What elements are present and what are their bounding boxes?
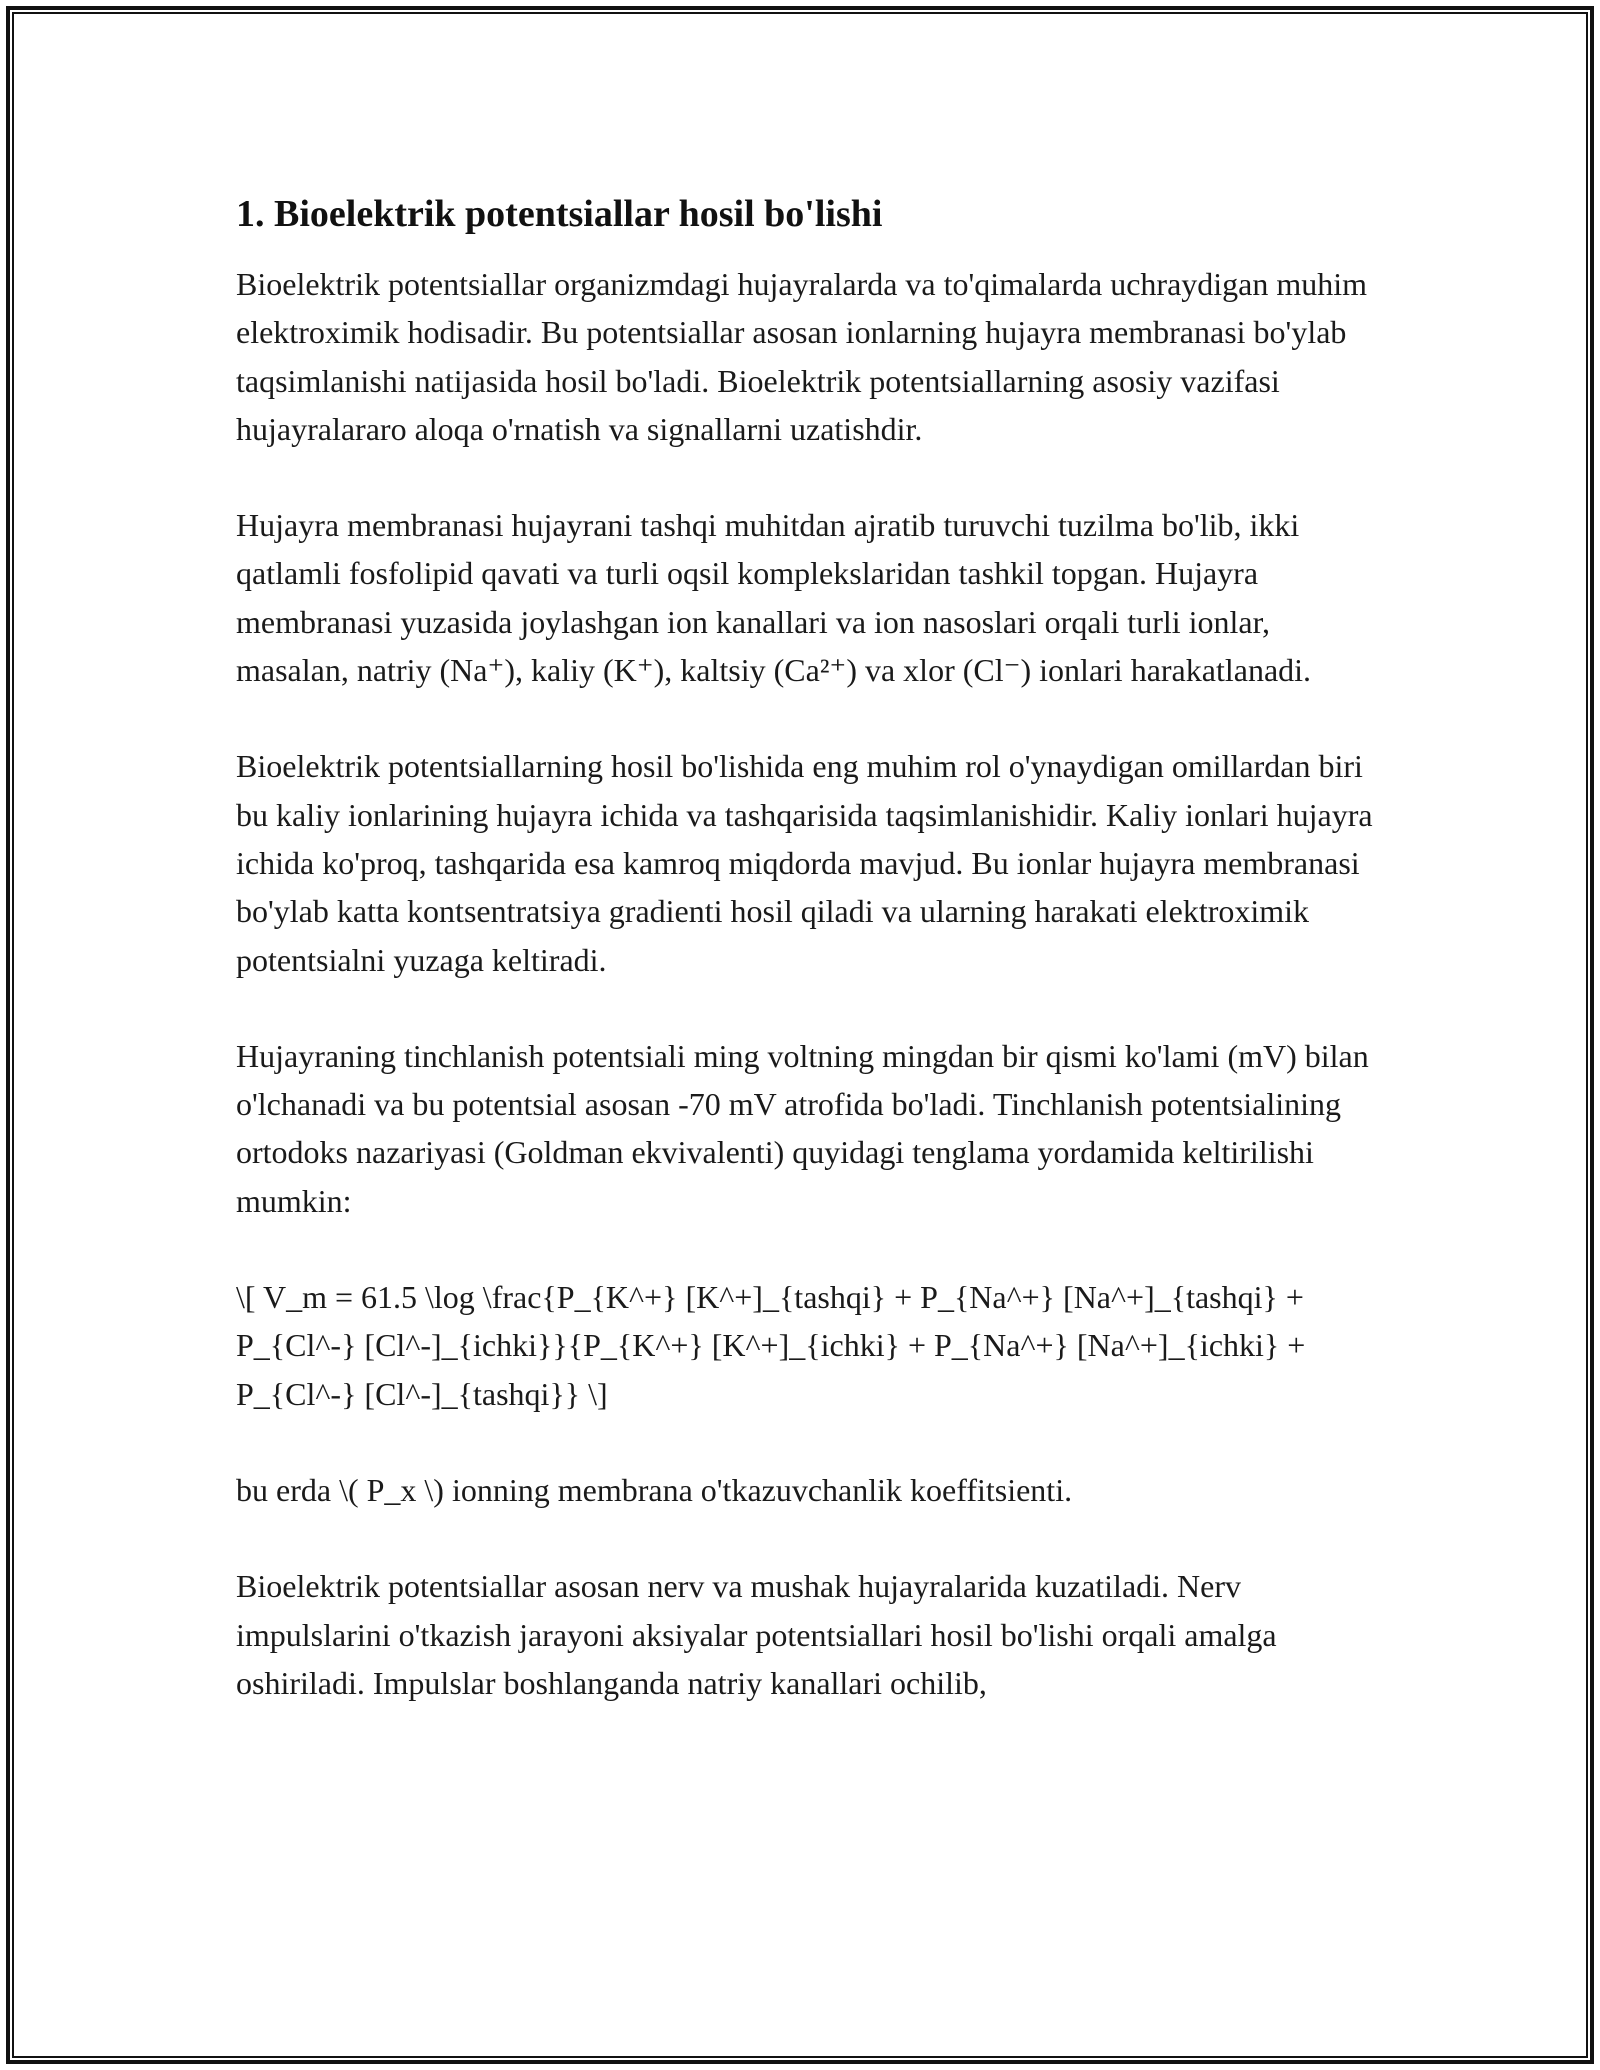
goldman-equation: \[ V_m = 61.5 \log \frac{P_{K^+} [K^+]_{tashqi} + P_{Na^+} [Na^+]_{tashqi} + P_{Cl^-} [Cl^-]_{ichki}}{P_{K^+} [K^+]_{ichki} + P_{Na^+} [Na^+]_{ichki} + P_{Cl^-} [Cl^-]_{tashqi}} \]: [236, 1279, 1306, 1412]
paragraph-nerve-muscle: Bioelektrik potentsiallar asosan nerv va mushak hujayralarida kuzatiladi. Nerv impulslarini o'tkazish jarayoni aksiyalar potentsiallari hosil bo'lishi orqali amalga oshiriladi. Impulslar boshlanganda natriy kanallari ochilib,: [236, 1568, 1277, 1701]
paragraph-membrane: Hujayra membranasi hujayrani tashqi muhitdan ajratib turuvchi tuzilma bo'lib, ikki qatlamli fosfolipid qavati va turli oqsil komplekslaridan tashkil topgan. Hujayra membranasi yuzasida joylashgan ion kanallari va ion nasoslari orqali turli ionlar, masalan, natriy (Na⁺), kaliy (K⁺), kaltsiy (Ca²⁺) va xlor (Cl⁻) ionlari harakatlanadi.: [236, 507, 1312, 689]
paragraph-intro: Bioelektrik potentsiallar organizmdagi hujayralarda va to'qimalarda uchraydigan muhim elektroximik hodisadir. Bu potentsiallar asosan ionlarning hujayra membranasi bo'ylab taqsimlanishi natijasida hosil bo'ladi. Bioelektrik potentsiallarning asosiy vazifasi hujayralararo aloqa o'rnatish va signallarni uzatishdir.: [236, 266, 1368, 447]
paragraph-potassium: Bioelektrik potentsiallarning hosil bo'lishida eng muhim rol o'ynaydigan omillardan biri bu kaliy ionlarining hujayra ichida va tashqarisida taqsimlanishidir. Kaliy ionlari hujayra ichida ko'proq, tashqarida esa kamroq miqdorda mavjud. Bu ionlar hujayra membranasi bo'ylab katta kontsentratsiya gradienti hosil qiladi va ularning harakati elektroximik potentsialni yuzaga keltiradi.: [236, 748, 1373, 978]
paragraph-resting-potential: Hujayraning tinchlanish potentsiali ming voltning mingdan bir qismi ko'lami (mV) bilan o'lchanadi va bu potentsial asosan -70 mV atrofida bo'ladi. Tinchlanish potentsialining ortodoks nazariyasi (Goldman ekvivalenti) quyidagi tenglama yordamida keltirilishi mumkin:: [236, 1037, 1369, 1219]
section-heading: 1. Bioelektrik potentsiallar hosil bo'lishi: [236, 193, 883, 235]
document-body: [236, 190, 1386, 1755]
paragraph-permeability-note: bu erda \( P_x \) ionning membrana o'tkazuvchanlik koeffitsienti.: [236, 1471, 1073, 1508]
